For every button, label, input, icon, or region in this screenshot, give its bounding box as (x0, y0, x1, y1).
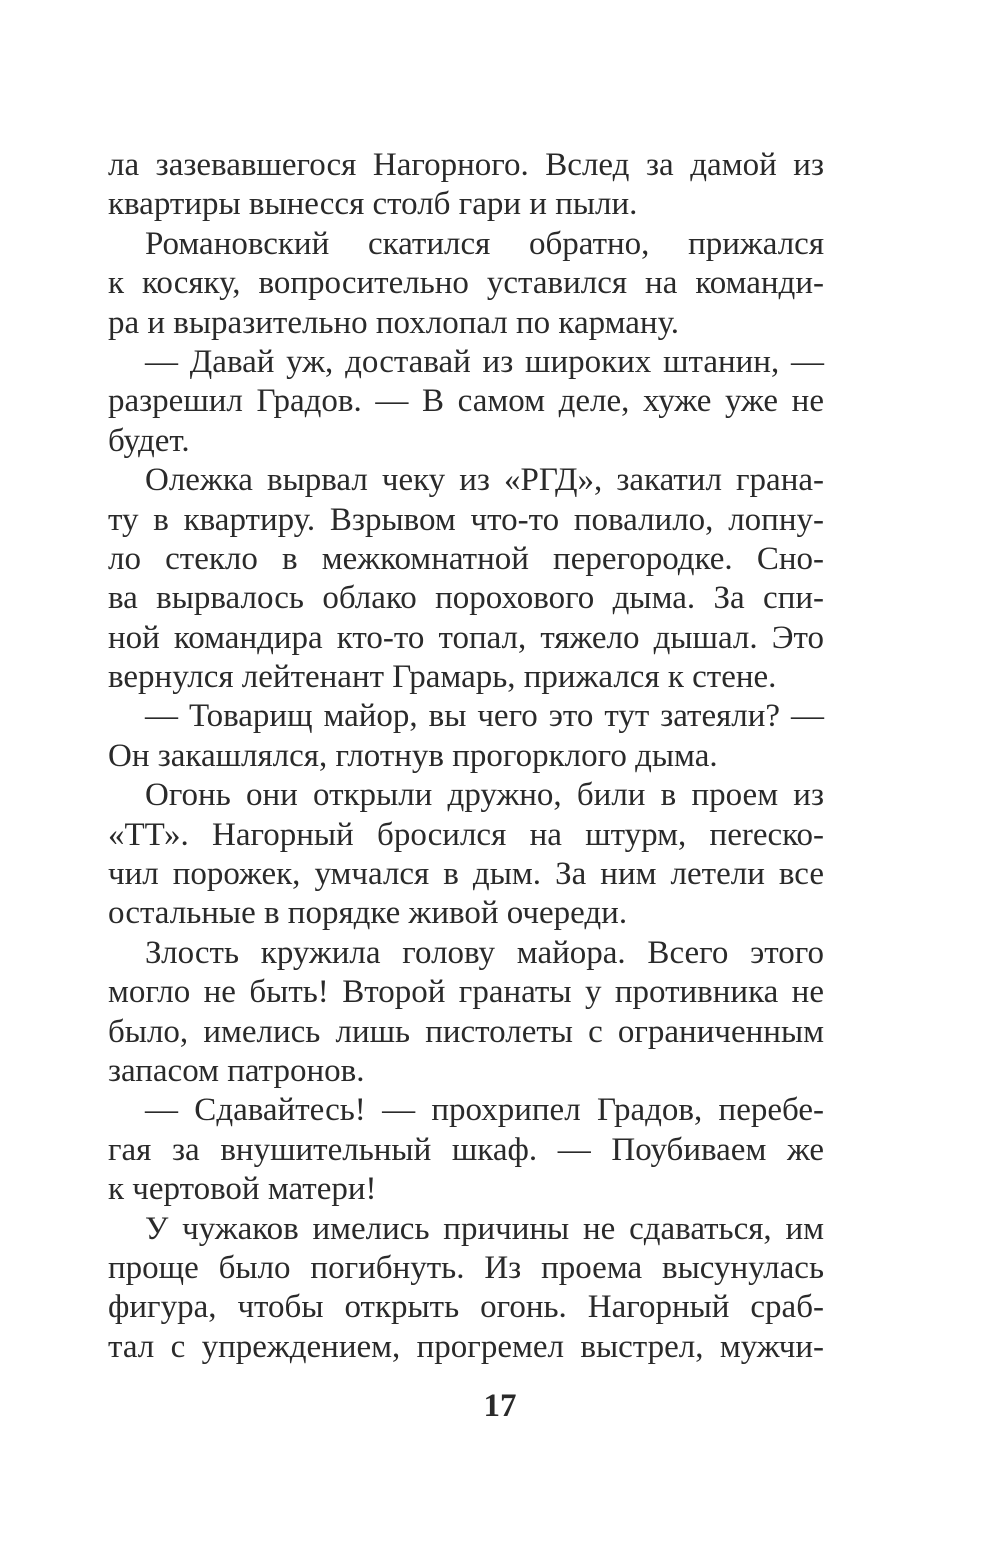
text-line: Он закашлялся, глотнув прогорклого дыма. (108, 737, 718, 774)
text-line: чил порожек, умчался в дым. За ним летели все (108, 856, 824, 893)
text-line: квартиры вынесся столб гари и пыли. (108, 186, 638, 223)
text-line: запасом патронов. (108, 1052, 365, 1089)
text-line: Олежка вырвал чеку из «РГД», закатил грана- (145, 462, 824, 499)
text-line: к чертовой матери! (108, 1171, 377, 1208)
text-line: ра и выразительно похлопал по карману. (108, 304, 680, 341)
text-line: было, имелись лишь пистолеты с ограниченным (108, 1013, 824, 1050)
text-line: ла зазевавшегося Нагорного. Вслед за дамой из (108, 147, 824, 183)
text-line: вернулся лейтенант Грамарь, прижался к стене. (108, 659, 777, 696)
text-line: остальные в порядке живой очереди. (108, 895, 628, 932)
text-line: могло не быть! Второй гранаты у противника не (108, 974, 824, 1011)
text-line: — Товарищ майор, вы чего это тут затеяли? — (145, 698, 824, 735)
page-number: 17 (483, 1388, 517, 1424)
text-line: Огонь они открыли дружно, били в проем из (145, 777, 824, 814)
text-line: проще было погибнуть. Из проема высунулась (108, 1249, 824, 1286)
body-text (108, 146, 824, 1367)
text-line: фигура, чтобы открыть огонь. Нагорный сраб- (108, 1289, 824, 1326)
text-line: будет. (108, 422, 190, 459)
text-line: ва вырвалось облако порохового дыма. За спи- (108, 580, 824, 617)
text-line: к косяку, вопросительно уставился на команди- (108, 265, 824, 302)
text-line: — Сдавайтесь! — прохрипел Градов, перебе- (145, 1092, 824, 1129)
text-line: — Давай уж, доставай из широких штанин, — (145, 343, 824, 380)
text-line: ту в квартиру. Взрывом что-то повалило, лопну- (108, 501, 824, 538)
text-line: Романовский скатился обратно, прижался (145, 225, 824, 262)
text-line: разрешил Градов. — В самом деле, хуже уже не (108, 383, 824, 420)
text-line: ло стекло в межкомнатной перегородке. Сно- (108, 540, 824, 577)
text-line: Злость кружила голову майора. Всего этого (145, 934, 824, 971)
text-line: тал с упреждением, прогремел выстрел, мужчи- (108, 1328, 824, 1365)
text-line: У чужаков имелись причины не сдаваться, им (145, 1210, 824, 1247)
text-line: ной командира кто-то топал, тяжело дышал. Это (108, 619, 824, 656)
text-line: «ТТ». Нагорный бросился на штурм, пereско- (108, 816, 824, 853)
text-line: гая за внушительный шкаф. — Поубиваем же (108, 1131, 824, 1168)
